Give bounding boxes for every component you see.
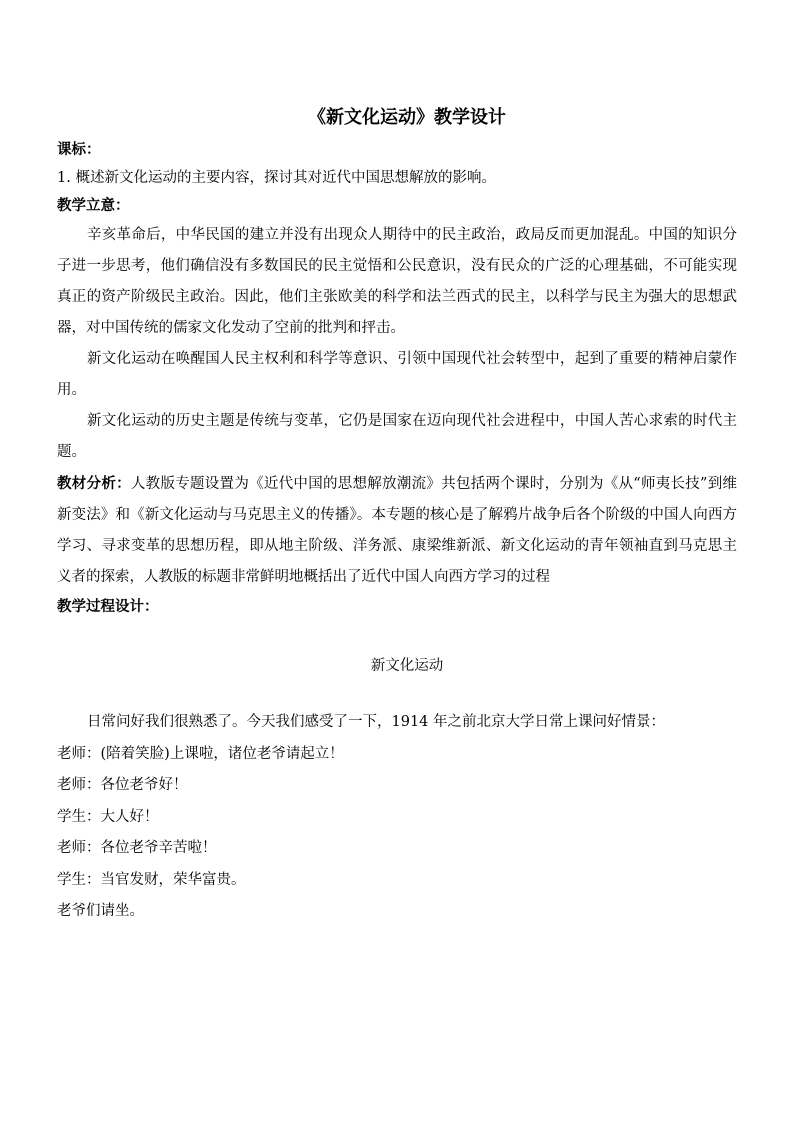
- intent-paragraph-3: 新文化运动的历史主题是传统与变革，它仍是国家在迈向现代社会进程中，中国人苦心求索的时代主题。: [57, 413, 737, 460]
- dialog-line-1: 老师：(陪着笑脸)上课啦，诸位老爷请起立！: [57, 745, 344, 762]
- analysis-paragraph: [57, 468, 737, 593]
- intent-paragraph-1: 辛亥革命后，中华民国的建立并没有出现众人期待中的民主政治，政局反而更加混乱。中国的知识分子进一步思考，他们确信没有多数国民的民主觉悟和公民意识，没有民众的广泛的心理基础，不可能实现真正的资产阶级民主政治。因此，他们主张欧美的科学和法兰西式的民主，以科学与民主为强大的思想武器，对中国传统的儒家文化发动了空前的批判和抨击。: [57, 227, 737, 336]
- analysis-label: 教材分析：: [57, 475, 131, 492]
- curriculum-item-1: 1. 概述新文化运动的主要内容，探讨其对近代中国思想解放的影响。: [57, 170, 496, 186]
- dialog-line-2: 老师：各位老爷好！: [57, 777, 188, 793]
- spacer: [57, 681, 737, 707]
- dialog-line-4: 老师：各位老爷辛苦啦！: [57, 840, 217, 856]
- curriculum-heading: 课标：: [57, 141, 101, 158]
- lesson-intro: 日常问好我们很熟悉了。今天我们感受了一下，1914 年之前北京大学日常上课问好情景：: [87, 714, 666, 730]
- dialog-line-6: 老爷们请坐。: [57, 903, 144, 919]
- document-title: 《新文化运动》教学设计: [308, 107, 506, 128]
- process-heading: 教学过程设计：: [57, 598, 159, 615]
- intent-paragraph-2: 新文化运动在唤醒国人民主权利和科学等意识、引领中国现代社会转型中，起到了重要的精神启蒙作用。: [57, 351, 737, 398]
- spacer: [57, 621, 737, 651]
- document-page: [57, 100, 737, 928]
- analysis-text: 人教版专题设置为《近代中国的思想解放潮流》共包括两个课时，分别为《从“师夷长技”到维新变法》和《新文化运动与马克思主义的传播》。本专题的核心是了解鸦片战争后各个阶级的中国人向西方学习、寻求变革的思想历程，即从地主阶级、洋务派、康梁维新派、新文化运动的青年领袖直到马克思主义者的探索，人教版的标题非常鲜明地概括出了近代中国人向西方学习的过程: [57, 476, 738, 585]
- lesson-title: 新文化运动: [370, 658, 444, 674]
- intent-heading: 教学立意：: [57, 197, 130, 214]
- dialog-line-3: 学生：大人好！: [57, 808, 159, 825]
- dialog-line-5: 学生：当官发财，荣华富贵。: [57, 871, 246, 888]
